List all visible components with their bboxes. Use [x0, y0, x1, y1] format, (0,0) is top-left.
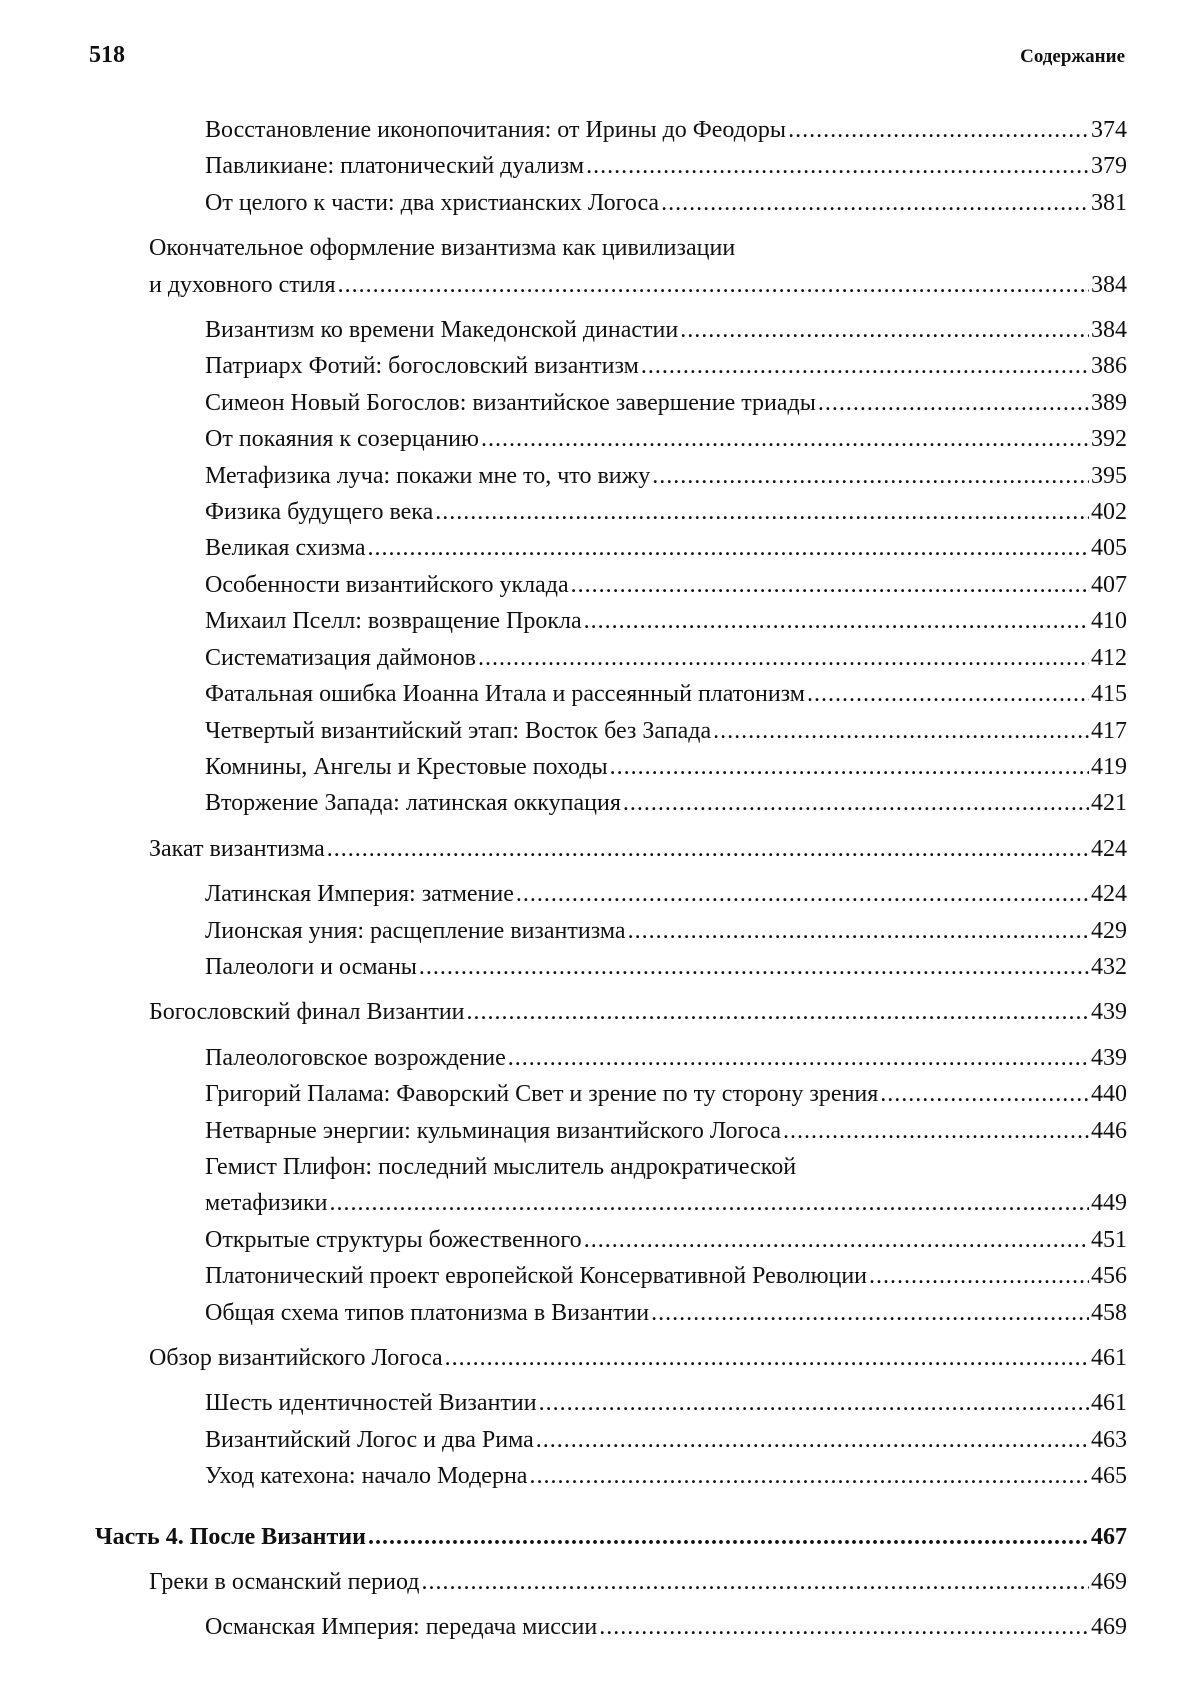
toc-entry-page-number: 410: [1091, 608, 1127, 635]
dot-leader: [641, 348, 1089, 384]
toc-entry: [0, 1295, 1200, 1331]
toc-entry: [0, 713, 1200, 749]
toc-entry: [0, 530, 1200, 566]
table-of-contents: [0, 112, 1200, 1646]
toc-entry-title: Гемист Плифон: последний мыслитель андрократической: [205, 1153, 797, 1180]
toc-entry-title: От покаяния к созерцанию: [205, 426, 479, 453]
toc-entry: [0, 1149, 1200, 1222]
toc-entry: [0, 185, 1200, 221]
dot-leader: [536, 1422, 1089, 1458]
toc-entry-title: Павликиане: платонический дуализм: [205, 153, 585, 180]
toc-entry: [0, 994, 1200, 1030]
toc-entry: [0, 831, 1200, 867]
dot-leader: [367, 530, 1089, 566]
toc-entry-page-number: 440: [1091, 1081, 1127, 1108]
toc-entry-page-number: 424: [1091, 881, 1127, 908]
toc-entry-title: Палеологовское возрождение: [205, 1044, 506, 1071]
toc-entry-title: Шесть идентичностей Византии: [205, 1390, 537, 1417]
dot-leader: [584, 603, 1089, 639]
toc-entry: [0, 148, 1200, 184]
dot-leader: [651, 1295, 1089, 1331]
dot-leader: [623, 785, 1089, 821]
toc-entry: [0, 494, 1200, 530]
toc-entry-page-number: 384: [1091, 271, 1127, 298]
page-header: [89, 42, 1125, 78]
toc-entry: [0, 348, 1200, 384]
toc-entry: [0, 749, 1200, 785]
toc-entry-title: Окончательное оформление византизма как цивилизации: [149, 235, 736, 262]
toc-entry-page-number: 392: [1091, 426, 1127, 453]
toc-entry-page-number: 469: [1091, 1614, 1127, 1641]
dot-leader: [599, 1609, 1089, 1645]
toc-entry-page-number: 465: [1091, 1463, 1127, 1490]
dot-leader: [330, 1185, 1090, 1221]
toc-entry-page-number: 463: [1091, 1426, 1127, 1453]
toc-entry-page-number: 424: [1091, 835, 1127, 862]
toc-entry: [0, 913, 1200, 949]
toc-entry-page-number: 439: [1091, 1044, 1127, 1071]
dot-leader: [327, 831, 1089, 867]
toc-entry-page-number: 379: [1091, 153, 1127, 180]
toc-entry-page-number: 439: [1091, 999, 1127, 1026]
dot-leader: [818, 385, 1089, 421]
dot-leader: [788, 112, 1089, 148]
toc-entry: [0, 603, 1200, 639]
toc-entry-page-number: 467: [1091, 1523, 1127, 1550]
dot-leader: [571, 567, 1089, 603]
toc-entry-title: Григорий Палама: Фаворский Свет и зрение по ту сторону зрения: [205, 1081, 879, 1108]
toc-entry-page-number: 412: [1091, 644, 1127, 671]
dot-leader: [628, 913, 1089, 949]
toc-entry-title: Платонический проект европейской Консервативной Революции: [205, 1263, 868, 1290]
toc-entry: [0, 1340, 1200, 1376]
toc-entry-page-number: 415: [1091, 681, 1127, 708]
toc-entry-title-continued: и духовного стиля: [149, 271, 336, 298]
dot-leader: [661, 185, 1089, 221]
toc-entry: [0, 1385, 1200, 1421]
toc-entry: [0, 1422, 1200, 1458]
toc-entry-page-number: 446: [1091, 1117, 1127, 1144]
toc-entry: [0, 640, 1200, 676]
toc-entry-title: Фатальная ошибка Иоанна Итала и рассеянный платонизм: [205, 681, 805, 708]
toc-entry-page-number: 381: [1091, 189, 1127, 216]
dot-leader: [481, 421, 1089, 457]
toc-entry-page-number: 461: [1091, 1345, 1127, 1371]
toc-entry-page-number: 421: [1091, 790, 1127, 817]
toc-entry: [0, 1609, 1200, 1645]
page-number: 518: [89, 42, 125, 68]
toc-entry-page-number: 456: [1091, 1263, 1127, 1290]
toc-entry-title: Нетварные энергии: кульминация византийского Логоса: [205, 1117, 781, 1144]
dot-leader: [539, 1385, 1089, 1421]
toc-entry-page-number: 389: [1091, 389, 1127, 416]
toc-entry-title: Уход катехона: начало Модерна: [205, 1463, 528, 1490]
toc-entry: [0, 1222, 1200, 1258]
dot-leader: [713, 713, 1089, 749]
toc-entry-title: Обзор византийского Логоса: [149, 1345, 443, 1371]
toc-entry-title: Симеон Новый Богослов: византийское завершение триады: [205, 389, 816, 416]
toc-entry-page-number: 469: [1091, 1569, 1127, 1596]
toc-entry-page-number: 449: [1091, 1190, 1127, 1217]
toc-entry-title: Физика будущего века: [205, 499, 434, 526]
dot-leader: [807, 676, 1089, 712]
running-title: Содержание: [1020, 46, 1125, 67]
toc-entry-page-number: 386: [1091, 353, 1127, 380]
dot-leader: [869, 1258, 1089, 1294]
toc-entry-title: Общая схема типов платонизма в Византии: [205, 1299, 650, 1326]
toc-entry: [0, 312, 1200, 348]
toc-entry: [0, 676, 1200, 712]
toc-entry-title: Особенности византийского уклада: [205, 571, 569, 598]
toc-entry-title: Метафизика луча: покажи мне то, что вижу: [205, 462, 651, 489]
toc-entry-title: Вторжение Запада: латинская оккупация: [205, 790, 621, 817]
dot-leader: [435, 494, 1089, 530]
toc-entry-page-number: 402: [1091, 499, 1127, 526]
toc-entry-page-number: 395: [1091, 462, 1127, 489]
toc-entry: [0, 1258, 1200, 1294]
toc-entry-title: Восстановление иконопочитания: от Ирины до Феодоры: [205, 117, 787, 143]
dot-leader: [478, 640, 1089, 676]
toc-entry: [0, 876, 1200, 912]
dot-leader: [516, 876, 1089, 912]
dot-leader: [584, 1222, 1089, 1258]
toc-entry: [0, 230, 1200, 303]
toc-entry-page-number: 432: [1091, 953, 1127, 980]
dot-leader: [338, 267, 1089, 303]
toc-entry-title: Четвертый византийский этап: Восток без Запада: [205, 717, 712, 744]
toc-entry: [0, 1458, 1200, 1494]
toc-entry-page-number: 461: [1091, 1390, 1127, 1417]
dot-leader: [508, 1040, 1089, 1076]
dot-leader: [419, 949, 1089, 985]
toc-entry-title: Византизм ко времени Македонской династии: [205, 317, 679, 344]
dot-leader: [880, 1076, 1089, 1112]
toc-entry-title: Систематизация даймонов: [205, 644, 476, 671]
toc-entry-page-number: 419: [1091, 753, 1127, 780]
dot-leader: [467, 994, 1089, 1030]
toc-entry-title: Великая схизма: [205, 535, 366, 562]
toc-entry: [0, 1113, 1200, 1149]
toc-entry: [0, 1564, 1200, 1600]
toc-entry-title: Часть 4. После Византии: [95, 1523, 366, 1550]
toc-entry: [0, 949, 1200, 985]
toc-entry-title: Греки в османский период: [149, 1569, 420, 1596]
toc-entry-page-number: 374: [1091, 117, 1127, 143]
dot-leader: [783, 1113, 1089, 1149]
toc-entry-title: Михаил Пселл: возвращение Прокла: [205, 608, 582, 635]
dot-leader: [368, 1519, 1089, 1555]
dot-leader: [445, 1340, 1089, 1376]
toc-entry: [0, 1040, 1200, 1076]
toc-entry-title: Патриарх Фотий: богословский византизм: [205, 353, 639, 380]
toc-entry-title: Палеологи и османы: [205, 953, 417, 980]
toc-entry: [0, 458, 1200, 494]
toc-entry-page-number: 451: [1091, 1226, 1127, 1253]
toc-entry: [0, 567, 1200, 603]
dot-leader: [421, 1564, 1089, 1600]
dot-leader: [610, 749, 1089, 785]
toc-entry-page-number: 429: [1091, 917, 1127, 944]
dot-leader: [680, 312, 1089, 348]
toc-entry-title: Лионская уния: расщепление византизма: [205, 917, 626, 944]
dot-leader: [529, 1458, 1089, 1494]
toc-entry-title: От целого к части: два христианских Логоса: [205, 189, 660, 216]
toc-entry-title: Богословский финал Византии: [149, 999, 465, 1026]
toc-entry-title-continued: метафизики: [205, 1190, 328, 1217]
toc-entry-title: Открытые структуры божественного: [205, 1226, 582, 1253]
toc-entry: [0, 112, 1200, 148]
toc-entry-title: Комнины, Ангелы и Крестовые походы: [205, 753, 608, 780]
dot-leader: [586, 148, 1089, 184]
toc-entry-title: Латинская Империя: затмение: [205, 881, 514, 908]
dot-leader: [652, 458, 1089, 494]
toc-entry: [0, 1519, 1200, 1555]
toc-entry: [0, 421, 1200, 457]
toc-entry: [0, 385, 1200, 421]
toc-entry-title: Византийский Логос и два Рима: [205, 1426, 534, 1453]
toc-entry-page-number: 407: [1091, 571, 1127, 598]
toc-entry-title: Закат византизма: [149, 835, 325, 862]
toc-entry-page-number: 405: [1091, 535, 1127, 562]
toc-entry-title: Османская Империя: передача миссии: [205, 1614, 598, 1641]
toc-entry-page-number: 458: [1091, 1299, 1127, 1326]
toc-entry: [0, 1076, 1200, 1112]
toc-entry-page-number: 384: [1091, 317, 1127, 344]
toc-entry: [0, 785, 1200, 821]
toc-entry-page-number: 417: [1091, 717, 1127, 744]
